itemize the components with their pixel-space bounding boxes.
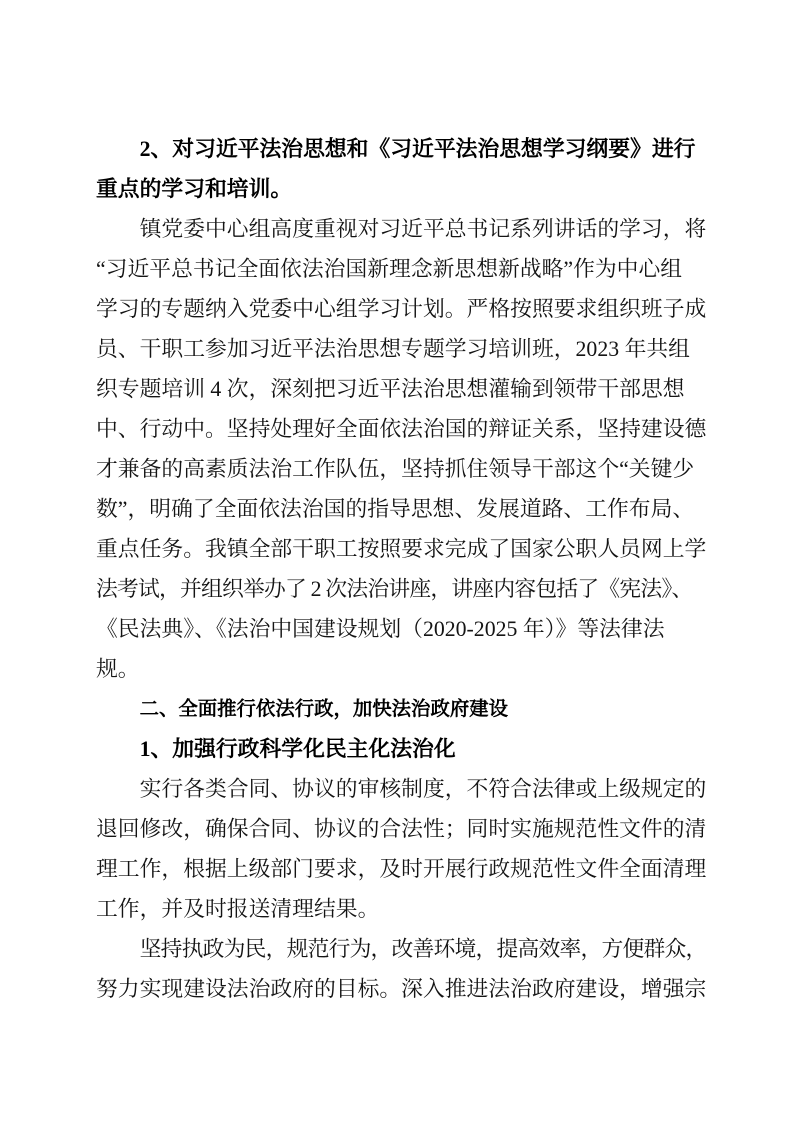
text-line: 织专题培训 4 次，深刻把习近平法治思想灌输到领带干部思想 — [96, 377, 685, 401]
text-line: 重点任务。我镇全部干职工按照要求完成了国家公职人员网上学 — [96, 537, 707, 561]
text-line: 努力实现建设法治政府的目标。深入推进法治政府建设，增强宗 — [96, 977, 707, 1001]
text-line: “习近平总书记全面依法治国新理念新思想新战略”作为中心组 — [96, 257, 683, 281]
paragraph-contract-review — [96, 769, 707, 929]
document-text-block — [96, 129, 707, 1009]
subheading-1: 1、加强行政科学化民主化法治化 — [139, 737, 456, 761]
paragraph-party-committee-study — [96, 209, 707, 689]
text-line: 退回修改，确保合同、协议的合法性；同时实施规范性文件的清 — [96, 817, 707, 841]
text-line: 实行各类合同、协议的审核制度，不符合法律或上级规定的 — [139, 777, 707, 801]
text-line: 工作，并及时报送清理结果。 — [96, 897, 380, 921]
text-line: 数”，明确了全面依法治国的指导思想、发展道路、工作布局、 — [96, 497, 695, 521]
paragraph-governance-goal — [96, 929, 707, 1009]
text-line: 《民法典》、《法治中国建设规划（2020-2025 年）》等法律法 — [96, 617, 665, 641]
text-line: 重点的学习和培训。 — [96, 177, 293, 201]
text-line: 2、对习近平法治思想和《习近平法治思想学习纲要》进行 — [139, 137, 696, 161]
text-line: 才兼备的高素质法治工作队伍，坚持抓住领导干部这个“关键少 — [96, 457, 695, 481]
text-line: 员、干职工参加习近平法治思想专题学习培训班，2023 年共组 — [96, 337, 690, 361]
text-line: 理工作，根据上级部门要求，及时开展行政规范性文件全面清理 — [96, 857, 707, 881]
section-heading-2: 二、全面推行依法行政，加快法治政府建设 — [139, 698, 509, 720]
text-line: 规。 — [96, 657, 140, 681]
text-line: 中、行动中。坚持处理好全面依法治国的辩证关系，坚持建设德 — [96, 417, 707, 441]
text-line: 法考试，并组织举办了 2 次法治讲座，讲座内容包括了《宪法》、 — [96, 577, 693, 601]
text-line: 坚持执政为民，规范行为，改善环境，提高效率，方便群众， — [139, 937, 707, 961]
text-line: 学习的专题纳入党委中心组学习计划。严格按照要求组织班子成 — [96, 297, 707, 321]
text-line: 镇党委中心组高度重视对习近平总书记系列讲话的学习，将 — [139, 217, 707, 241]
heading-item-2 — [96, 129, 707, 209]
